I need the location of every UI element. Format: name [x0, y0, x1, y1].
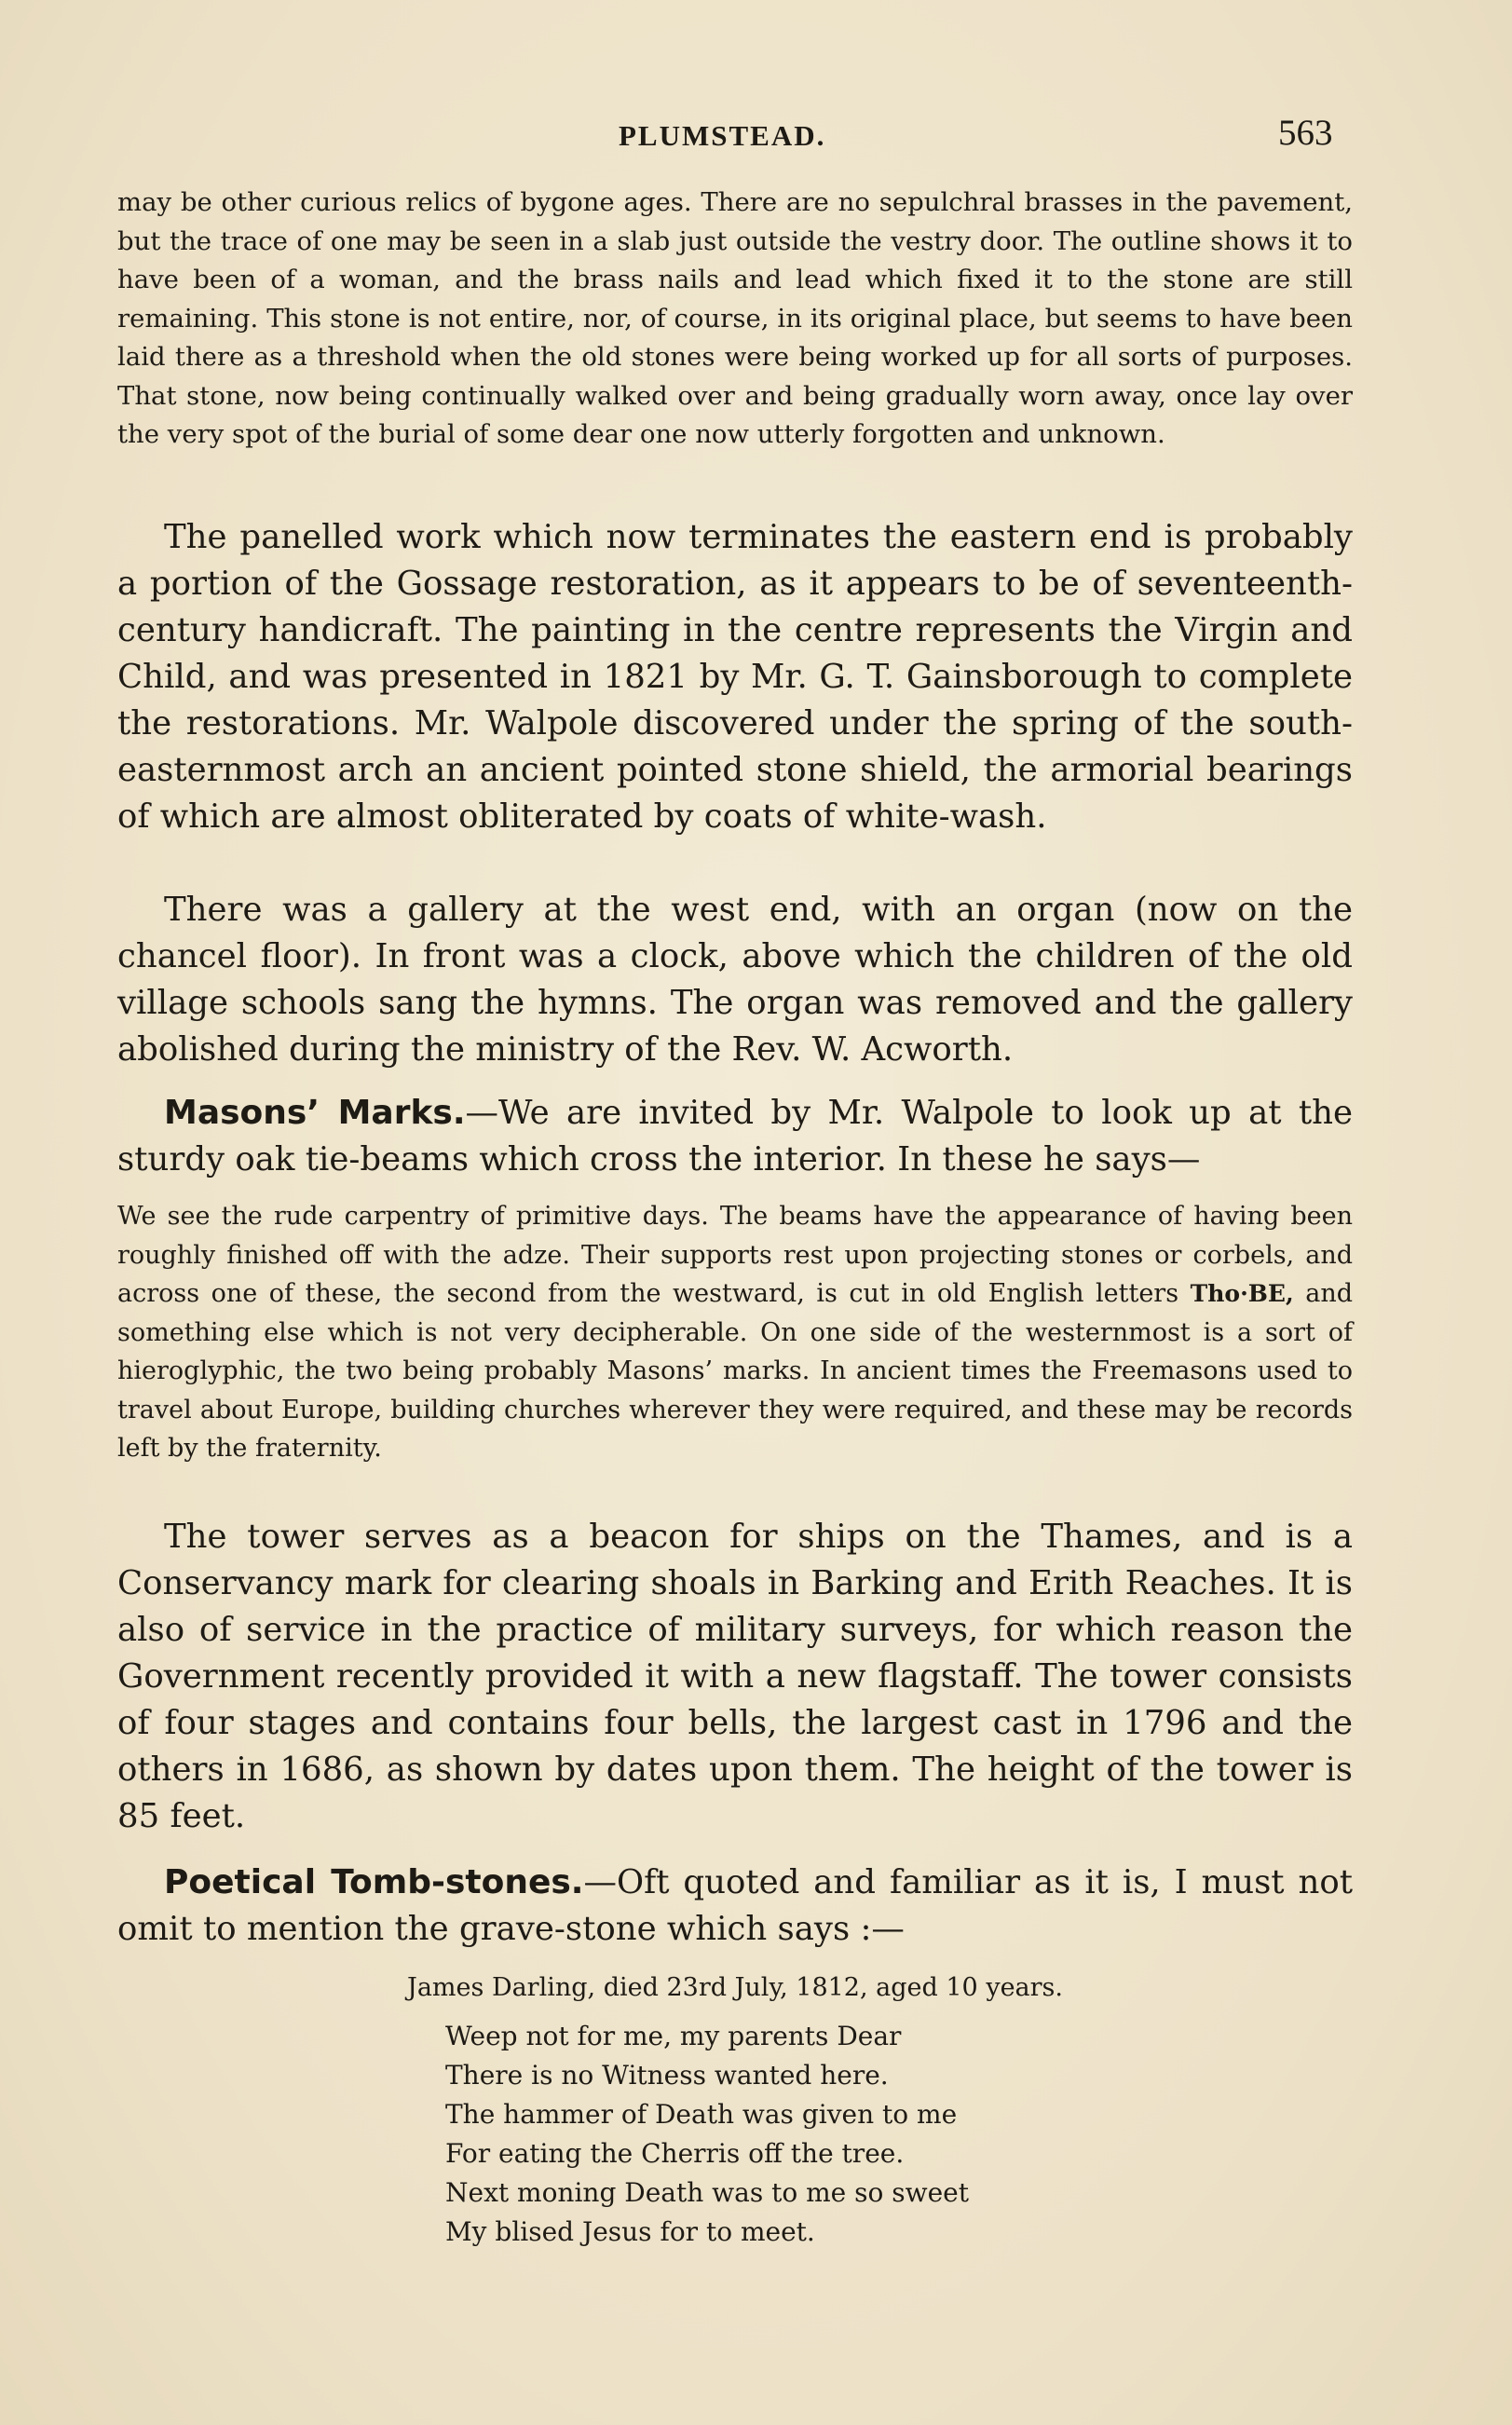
- blackletter-inscription: Tho·BE,: [1190, 1280, 1294, 1307]
- epitaph-title: James Darling, died 23rd July, 1812, aged 10 years.: [407, 1973, 1063, 2002]
- tower-paragraph-text: The tower serves as a beacon for ships on the Thames, and is a Conservancy mark for clearing shoals in Barking and Erith Reaches. It is also of service in the practice of military surveys, for which reason the Government recently provided it with a new flagstaff. The tower consists of four stages and contains four bells, the largest cast in 1796 and the others in 1686, as shown by dates upon them. The height of the tower is 85 feet.: [117, 1518, 1353, 1835]
- masons-marks-paragraph: [117, 1090, 1353, 1183]
- verse-line: Next moning Death was to me so sweet: [445, 2177, 969, 2208]
- quote-part-2: and something else which is not very decipherable. On one side of the westernmost is a sort of hieroglyphic, the two being probably Masons’ marks. In ancient times the Freemasons used to travel about Europe, building churches wherever they were required, and these may be records left by the fraternity.: [117, 1279, 1353, 1463]
- tower-paragraph: [117, 1514, 1353, 1840]
- walpole-quote: [117, 1197, 1353, 1468]
- epitaph-verse: [445, 2017, 1284, 2252]
- intro-paragraph-text: may be other curious relics of bygone ages. There are no sepulchral brasses in the pavement, but the trace of one may be seen in a slab just outside the vestry door. The outline shows it to have been of a woman, and the brass nails and lead which fixed it to the stone are still remaining. This stone is not entire, nor, of course, in its original place, but seems to have been laid there as a threshold when the old stones were being worked up for all sorts of purposes. That stone, now being continually walked over and being gradually worn away, once lay over the very spot of the burial of some dear one now utterly forgotten and unknown.: [117, 187, 1353, 449]
- masons-marks-text: —We are invited by Mr. Walpole to look up at the sturdy oak tie-beams which cross the interior. In these he says—: [117, 1094, 1353, 1178]
- verse-line: There is no Witness wanted here.: [445, 2060, 889, 2091]
- walpole-quote-text: [117, 1197, 1353, 1468]
- poetical-tombstones-text: —Oft quoted and familiar as it is, I must not omit to mention the grave-stone which says :—: [117, 1863, 1353, 1948]
- gallery-paragraph-text: There was a gallery at the west end, with an organ (now on the chancel floor). In front was a clock, above which the children of the old village schools sang the hymns. The organ was removed and the gallery abolished during the ministry of the Rev. W. Acworth.: [117, 891, 1353, 1069]
- quote-part-1: We see the rude carpentry of primitive days. The beams have the appearance of having been roughly finished off with the adze. Their supports rest upon projecting stones or corbels, and across one of these, the second from the westward, is cut in old English letters: [117, 1202, 1353, 1308]
- gallery-paragraph: [117, 887, 1353, 1073]
- panelled-paragraph-text: The panelled work which now terminates the eastern end is probably a portion of the Gossage restoration, as it appears to be of seventeenth-century handicraft. The painting in the centre represents the Virgin and Child, and was presented in 1821 by Mr. G. T. Gainsborough to complete the restorations. Mr. Walpole discovered under the spring of the south-easternmost arch an ancient pointed stone shield, the armorial bearings of which are almost obliterated by coats of white-wash.: [117, 518, 1353, 836]
- poetical-tombstones-section: [117, 1860, 1353, 1953]
- intro-paragraph: [117, 184, 1353, 455]
- page-header: [0, 110, 1512, 157]
- verse-line: The hammer of Death was given to me: [445, 2099, 958, 2130]
- verse-line: For eating the Cherris off the tree.: [445, 2138, 905, 2169]
- poetical-tombstones-heading: Poetical Tomb-stones.: [164, 1863, 584, 1901]
- panelled-paragraph: [117, 514, 1353, 840]
- poetical-tombstones-paragraph: [117, 1860, 1353, 1953]
- verse-line: Weep not for me, my parents Dear: [445, 2021, 902, 2051]
- epitaph-block: [117, 1969, 1353, 2007]
- masons-marks-heading: Masons’ Marks.: [164, 1094, 466, 1132]
- page-number: 563: [1278, 113, 1333, 153]
- masons-marks-section: [117, 1090, 1353, 1183]
- verse-line: My blised Jesus for to meet.: [445, 2216, 815, 2247]
- running-title: PLUMSTEAD.: [619, 119, 826, 152]
